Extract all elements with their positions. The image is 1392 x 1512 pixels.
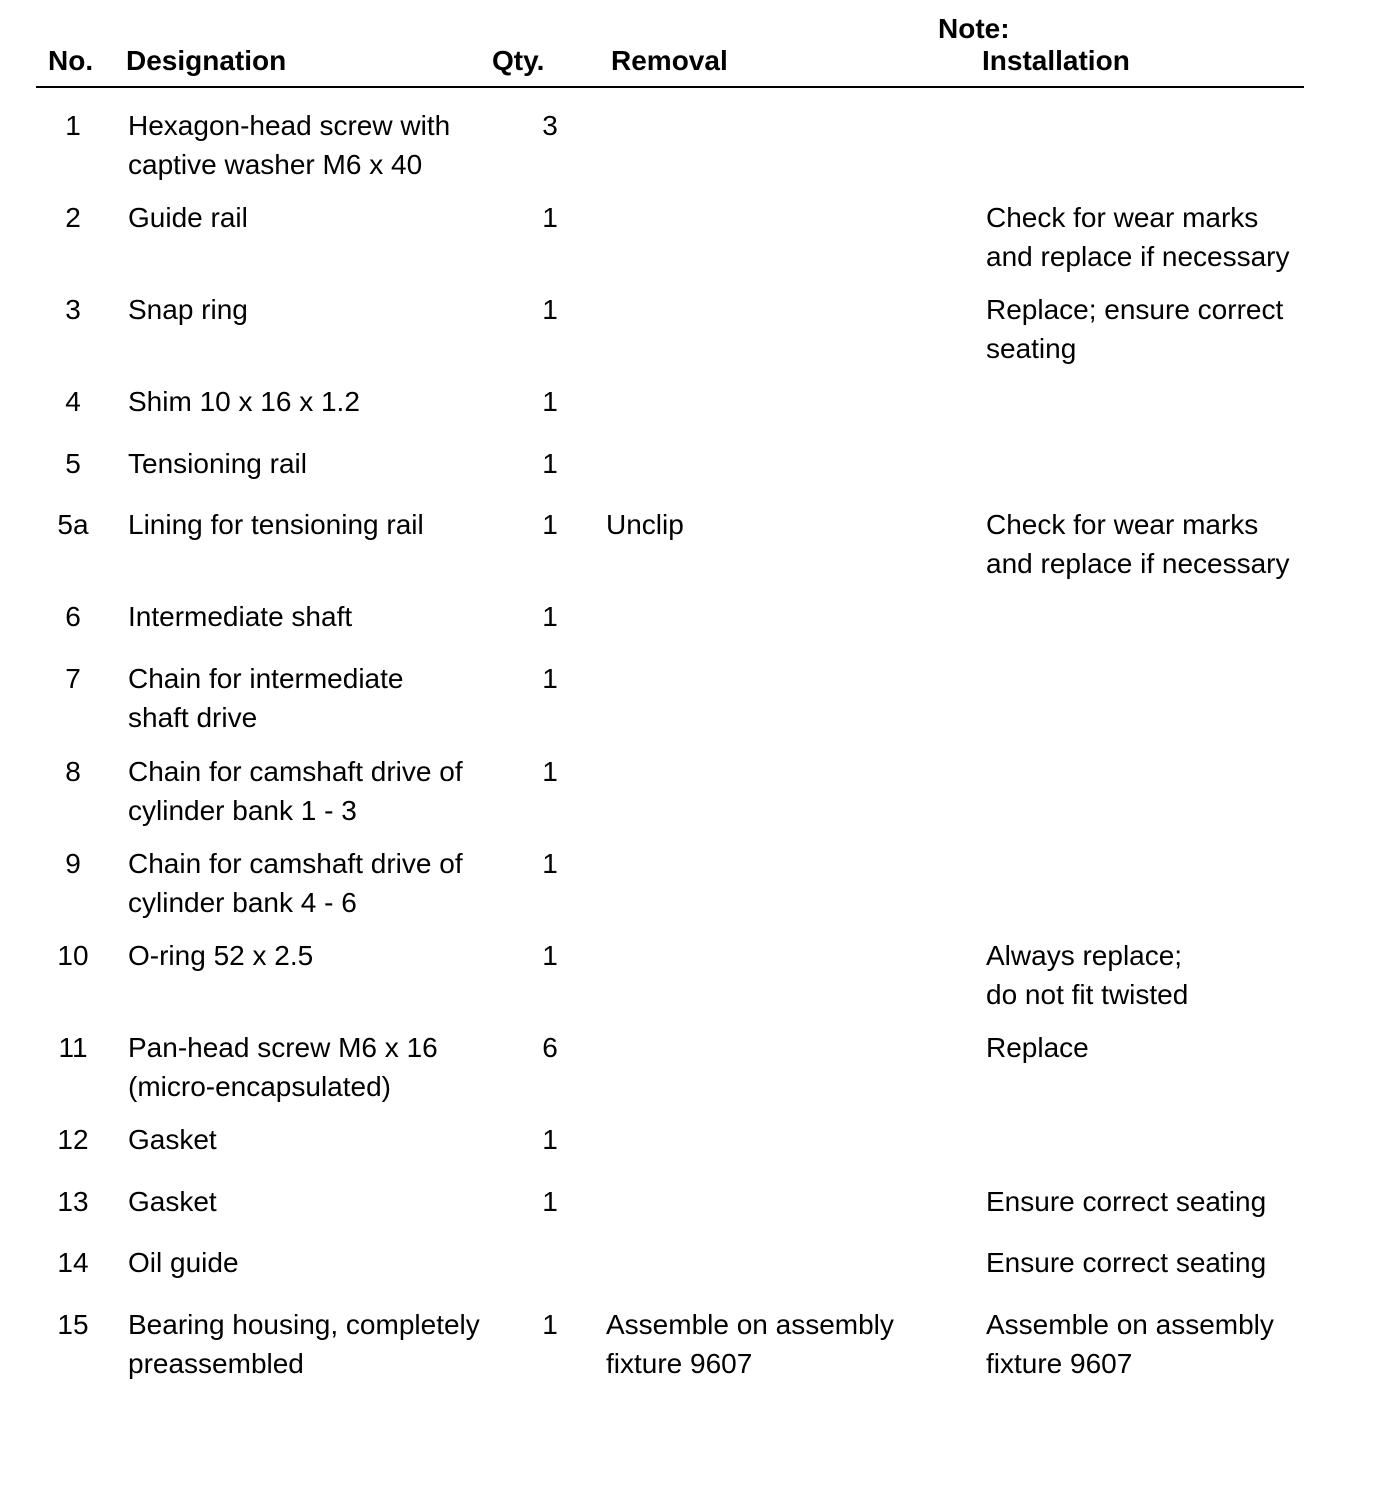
row-installation-note: Assemble on assembly fixture 9607 xyxy=(986,1309,1274,1379)
row-installation-note: Check for wear marks and replace if necessary xyxy=(986,202,1290,272)
row-installation-note: Replace; ensure correct seating xyxy=(986,294,1284,364)
header-qty: Qty. xyxy=(492,45,545,76)
row-number: 5 xyxy=(65,448,81,479)
row-number: 1 xyxy=(65,110,81,141)
row-number: 9 xyxy=(65,848,81,879)
row-quantity: 1 xyxy=(542,601,558,632)
row-designation: Bearing housing, completely preassembled xyxy=(128,1309,480,1379)
row-designation: Tensioning rail xyxy=(128,448,307,479)
row-designation: Shim 10 x 16 x 1.2 xyxy=(128,386,360,417)
row-quantity: 1 xyxy=(542,448,558,479)
row-quantity: 1 xyxy=(542,1124,558,1155)
header-no: No. xyxy=(48,45,94,76)
row-number: 15 xyxy=(57,1309,89,1340)
row-number: 10 xyxy=(57,940,89,971)
row-installation-note: Ensure correct seating xyxy=(986,1247,1267,1278)
row-designation: Gasket xyxy=(128,1186,217,1217)
row-number: 8 xyxy=(65,756,81,787)
header-divider xyxy=(36,86,1304,88)
row-installation-note: Always replace; do not fit twisted xyxy=(986,940,1189,1010)
header-removal: Removal xyxy=(611,45,728,76)
row-designation: O-ring 52 x 2.5 xyxy=(128,940,314,971)
row-quantity: 6 xyxy=(542,1032,558,1063)
row-quantity: 1 xyxy=(542,1309,558,1340)
row-number: 13 xyxy=(57,1186,89,1217)
header-designation: Designation xyxy=(126,45,287,76)
row-designation: Lining for tensioning rail xyxy=(128,509,424,540)
row-quantity: 1 xyxy=(542,940,558,971)
row-quantity: 3 xyxy=(542,110,558,141)
row-designation: Gasket xyxy=(128,1124,217,1155)
row-quantity: 1 xyxy=(542,663,558,694)
row-number: 7 xyxy=(65,663,81,694)
row-designation: Guide rail xyxy=(128,202,248,233)
row-number: 4 xyxy=(65,386,81,417)
row-designation: Pan-head screw M6 x 16 (micro-encapsulated) xyxy=(128,1032,438,1102)
row-designation: Oil guide xyxy=(128,1247,239,1278)
row-designation: Snap ring xyxy=(128,294,248,325)
row-number: 14 xyxy=(57,1247,89,1278)
row-number: 5a xyxy=(57,509,89,540)
row-designation: Hexagon-head screw with captive washer M6 x 40 xyxy=(128,110,451,180)
row-quantity: 1 xyxy=(542,1186,558,1217)
row-designation: Intermediate shaft xyxy=(128,601,353,632)
row-quantity: 1 xyxy=(542,848,558,879)
header-note: Note: xyxy=(938,13,1010,44)
row-removal-note: Unclip xyxy=(606,509,684,540)
row-quantity: 1 xyxy=(542,509,558,540)
row-installation-note: Check for wear marks and replace if necessary xyxy=(986,509,1290,579)
row-quantity: 1 xyxy=(542,294,558,325)
row-number: 11 xyxy=(58,1032,88,1063)
row-quantity: 1 xyxy=(542,202,558,233)
header-installation: Installation xyxy=(982,45,1130,76)
row-designation: Chain for intermediate shaft drive xyxy=(128,663,404,733)
row-quantity: 1 xyxy=(542,386,558,417)
row-number: 6 xyxy=(65,601,81,632)
row-installation-note: Replace xyxy=(986,1032,1089,1063)
row-designation: Chain for camshaft drive of cylinder bank 4 - 6 xyxy=(128,848,463,918)
row-installation-note: Ensure correct seating xyxy=(986,1186,1267,1217)
row-removal-note: Assemble on assembly fixture 9607 xyxy=(606,1309,894,1379)
row-number: 2 xyxy=(65,202,81,233)
row-number: 12 xyxy=(57,1124,89,1155)
row-number: 3 xyxy=(65,294,81,325)
row-quantity: 1 xyxy=(542,756,558,787)
row-designation: Chain for camshaft drive of cylinder bank 1 - 3 xyxy=(128,756,463,826)
